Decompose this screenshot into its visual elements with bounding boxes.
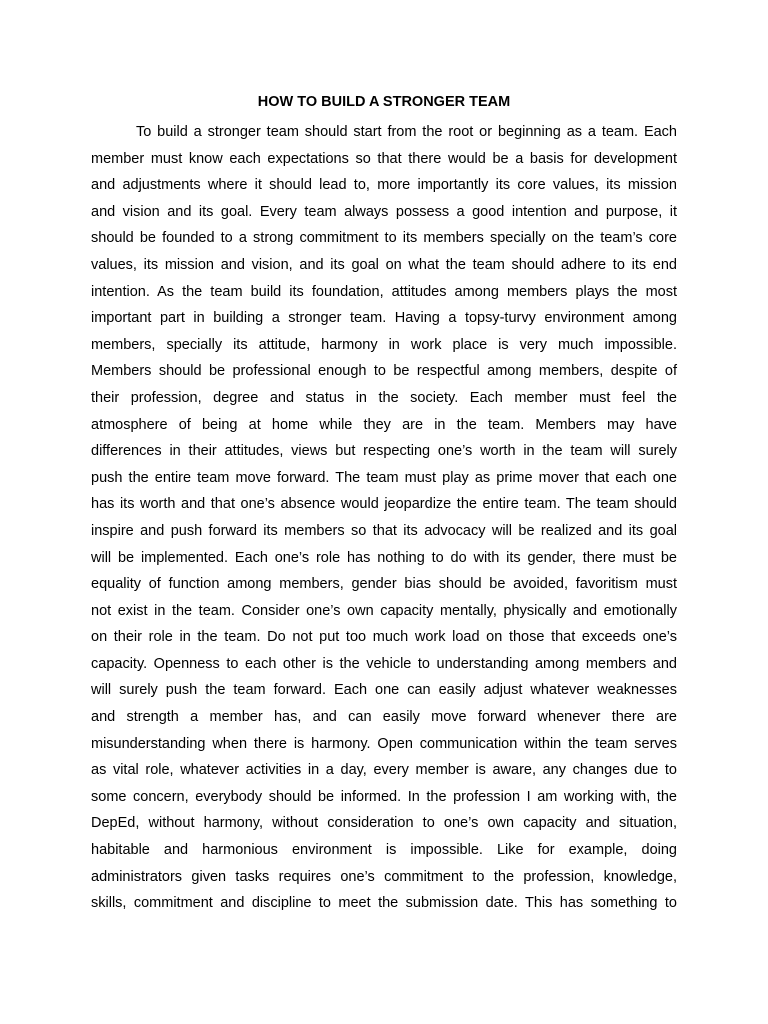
body-line: their profession, degree and status in the society. Each member must feel the xyxy=(91,389,677,406)
body-line: habitable and harmonious environment is impossible. Like for example, doing xyxy=(91,842,677,859)
body-line: important part in building a stronger team. Having a topsy-turvy environment among xyxy=(91,310,677,327)
body-line: To build a stronger team should start from the root or beginning as a team. Each xyxy=(136,124,677,140)
body-line: some concern, everybody should be informed. In the profession I am working with, the xyxy=(91,788,677,805)
body-line: equality of function among members, gender bias should be avoided, favoritism must xyxy=(91,576,677,593)
body-line: DepEd, without harmony, without consideration to one’s own capacity and situation, xyxy=(91,815,677,832)
body-line: skills, commitment and discipline to meet the submission date. This has something to xyxy=(91,895,677,912)
body-line: and vision and its goal. Every team always possess a good intention and purpose, it xyxy=(91,203,677,220)
body-line: will be implemented. Each one’s role has nothing to do with its gender, there must be xyxy=(91,549,677,566)
body-line: atmosphere of being at home while they are in the team. Members may have xyxy=(91,416,677,433)
body-line: not exist in the team. Consider one’s own capacity mentally, physically and emotionally xyxy=(91,602,677,619)
body-line: capacity. Openness to each other is the vehicle to understanding among members and xyxy=(91,655,677,672)
body-line: inspire and push forward its members so that its advocacy will be realized and its goal xyxy=(91,522,677,539)
document-body xyxy=(91,119,677,917)
body-line: differences in their attitudes, views but respecting one’s worth in the team will surely xyxy=(91,443,677,460)
body-line: administrators given tasks requires one’s commitment to the profession, knowledge, xyxy=(91,868,677,885)
body-line: will surely push the team forward. Each one can easily adjust whatever weaknesses xyxy=(91,682,677,699)
body-line: values, its mission and vision, and its goal on what the team should adhere to its end xyxy=(91,256,677,273)
body-line: member must know each expectations so that there would be a basis for development xyxy=(91,150,677,167)
body-line: Members should be professional enough to be respectful among members, despite of xyxy=(91,363,677,380)
body-line: and adjustments where it should lead to, more importantly its core values, its mission xyxy=(91,177,677,194)
document-title: HOW TO BUILD A STRONGER TEAM xyxy=(257,94,511,110)
body-line: on their role in the team. Do not put too much work load on those that exceeds one’s xyxy=(91,629,677,646)
body-line: has its worth and that one’s absence would jeopardize the entire team. The team should xyxy=(91,496,677,513)
body-line: misunderstanding when there is harmony. Open communication within the team serves xyxy=(91,735,677,752)
body-line: intention. As the team build its foundation, attitudes among members plays the most xyxy=(91,283,677,300)
body-line: members, specially its attitude, harmony in work place is very much impossible. xyxy=(91,336,677,353)
body-line: as vital role, whatever activities in a day, every member is aware, any changes due to xyxy=(91,762,677,779)
body-line: and strength a member has, and can easily move forward whenever there are xyxy=(91,709,677,726)
body-line: push the entire team move forward. The team must play as prime mover that each one xyxy=(91,469,677,486)
body-line: should be founded to a strong commitment to its members specially on the team’s core xyxy=(91,230,677,247)
